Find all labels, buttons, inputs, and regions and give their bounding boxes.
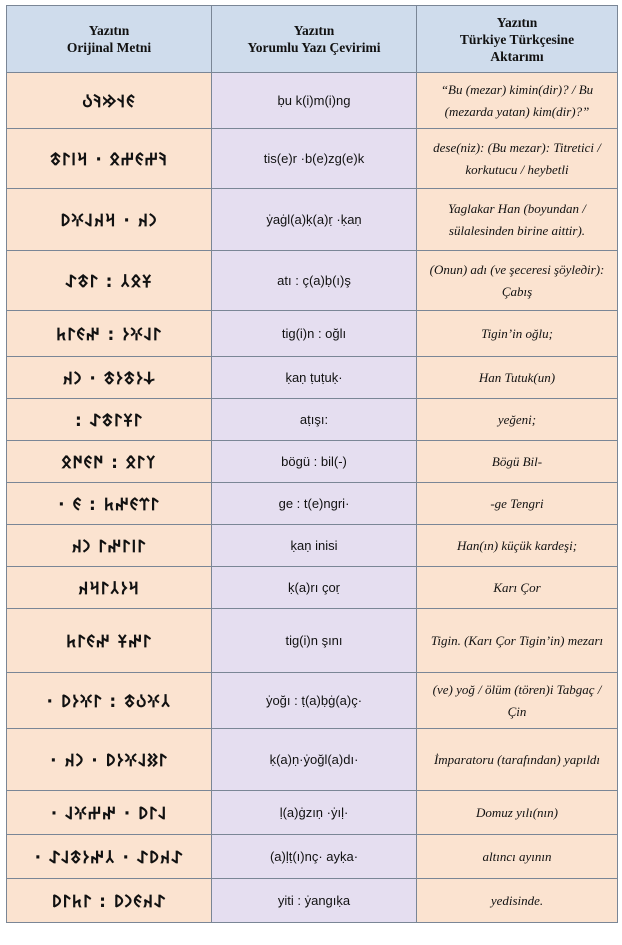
table-row [7,129,618,189]
original-text-cell: 𐰚𐰔𐰏𐰔𐰋 · 𐰺𐰾𐰃𐱃 [7,129,212,189]
original-text-cell: 𐰸𐰆𐱃𐰆𐱃 · 𐰣𐰴 [7,357,212,399]
translation-cell: Tigin. (Karı Çor Tigin’in) mezarı [417,609,618,673]
header-row [7,6,618,73]
transcription-cell: ḳ(a)rı çoṛ [212,567,417,609]
table-row [7,879,618,923]
header-turkish-translation: Yazıtın Türkiye Türkçesine Aktarımı [417,6,618,73]
transcription-cell: tis(e)r ·b(e)zg(e)k [212,129,417,189]
transcription-cell: bögü : bil(-) [212,441,417,483]
table-row [7,791,618,835]
original-text-cell: : 𐰃𐱁𐰃𐱃𐰀 [7,399,212,441]
transcription-cell: tig(i)n : oğlı [212,311,417,357]
original-text-cell: 𐰃𐰤𐱁 𐰤𐰏𐰃𐱅 [7,609,212,673]
transcription-cell: ḳaṇ ṭuṭuḳ· [212,357,417,399]
original-text-cell: 𐱁𐰋𐰲 : 𐰃𐱃𐰀 [7,251,212,311]
original-text-cell: 𐰺𐰆𐰲𐰃𐰺𐰴 [7,567,212,609]
original-text-cell: 𐰠𐰃𐰋 : 𐰇𐰏𐰇𐰋 [7,441,212,483]
table-row [7,251,618,311]
table-row [7,729,618,791]
table-row [7,525,618,567]
translation-cell: (Onun) adı (ve şeceresi şöylедir): Çabış [417,251,618,311]
translation-cell: yedisinde. [417,879,618,923]
transcription-cell: aṭışı: [212,399,417,441]
translation-cell: yeğeni; [417,399,618,441]
original-text-cell: 𐰃𐰞𐰍𐰆 : 𐰤𐰏𐰃𐱅 [7,311,212,357]
translation-cell: altıncı ayının [417,835,618,879]
original-text-cell: · 𐰃𐰼𐰏𐰤𐱅 : 𐰏 [7,483,212,525]
transcription-cell: ḳaṇ inisi [212,525,417,567]
table-row [7,357,618,399]
translation-cell: dese(niz): (Bu mezar): Titretici / korkutucu / heybetli [417,129,618,189]
translation-cell: Tigin’in oğlu; [417,311,618,357]
original-text-cell: 𐰃𐰾𐰃𐰤𐰃 𐰣𐰴 [7,525,212,567]
table-row [7,311,618,357]
transcription-cell: ẏoğı : ṭ(a)ḅġ(a)ç· [212,673,417,729]
table-row [7,609,618,673]
translation-cell: Han Tutuk(un) [417,357,618,399]
transcription-cell: yiti : ẏangıḳa [212,879,417,923]
translation-cell: Yaglakar Han (boyundan / sülalesinden birine aittir). [417,189,618,251]
transcription-cell: ẏaġl(a)ḳ(a)ṛ ·ḳaṇ [212,189,417,251]
header-original-text: Yazıtın Orijinal Metni [7,6,212,73]
transcription-cell: atı : ç(a)ḅ(ı)ş [212,251,417,311]
translation-cell: Domuz yılı(nın) [417,791,618,835]
original-text-cell: 𐰣𐰴 · 𐰺𐰴𐰞𐰍𐰖 [7,189,212,251]
translation-cell: Han(ın) küçük kardeşi; [417,525,618,567]
translation-cell: Bögü Bil- [417,441,618,483]
table-row [7,673,618,729]
original-text-cell: · 𐰀𐰴𐰖𐰀 · 𐰲𐰤𐰆𐱃𐰞𐰀 [7,835,212,879]
translation-cell: (ve) yoğ / ölüm (tören)i Tabgaç / Çin [417,673,618,729]
translation-cell: Karı Çor [417,567,618,609]
table-body [7,73,618,923]
transcription-cell: ḳ(a)ṇ·ẏoğl(a)dı· [212,729,417,791]
table-row [7,483,618,525]
original-text-cell: · 𐰲𐰍𐰉𐱃 : 𐰃𐰍𐰆𐰖 [7,673,212,729]
table-row [7,189,618,251]
original-text-cell: 𐰏𐰭𐰢𐰚𐰉 [7,73,212,129]
original-text-cell: 𐰀𐰴𐰏𐰣𐰖 : 𐰃𐱅𐰃𐰖 [7,879,212,923]
original-text-cell: · 𐰃𐰑𐰞𐰍𐰆𐰖 · 𐰣𐰴 [7,729,212,791]
translation-cell: İmparatoru (tarafından) yapıldı [417,729,618,791]
table-row [7,399,618,441]
header-transcription: Yazıtın Yorumlu Yazı Çevirimi [212,6,417,73]
transcription-cell: ḅu k(i)m(i)ng [212,73,417,129]
table-row [7,441,618,483]
transcription-cell: ge : t(e)ngri· [212,483,417,525]
table-row [7,73,618,129]
inscription-table [6,5,618,923]
transcription-cell: tig(i)n şını [212,609,417,673]
transcription-cell: ḷ(a)ġzıṇ ·ẏıḷ· [212,791,417,835]
transcription-cell: (a)ḷṭ(ı)nç· ayḳa· [212,835,417,879]
original-text-cell: · 𐰞𐰃𐰖 · 𐰤𐰔𐰍𐰞 [7,791,212,835]
table-row [7,567,618,609]
table-row [7,835,618,879]
translation-cell: “Bu (mezar) kimin(dir)? / Bu (mezarda yatan) kim(dir)?” [417,73,618,129]
translation-cell: -ge Tengri [417,483,618,525]
